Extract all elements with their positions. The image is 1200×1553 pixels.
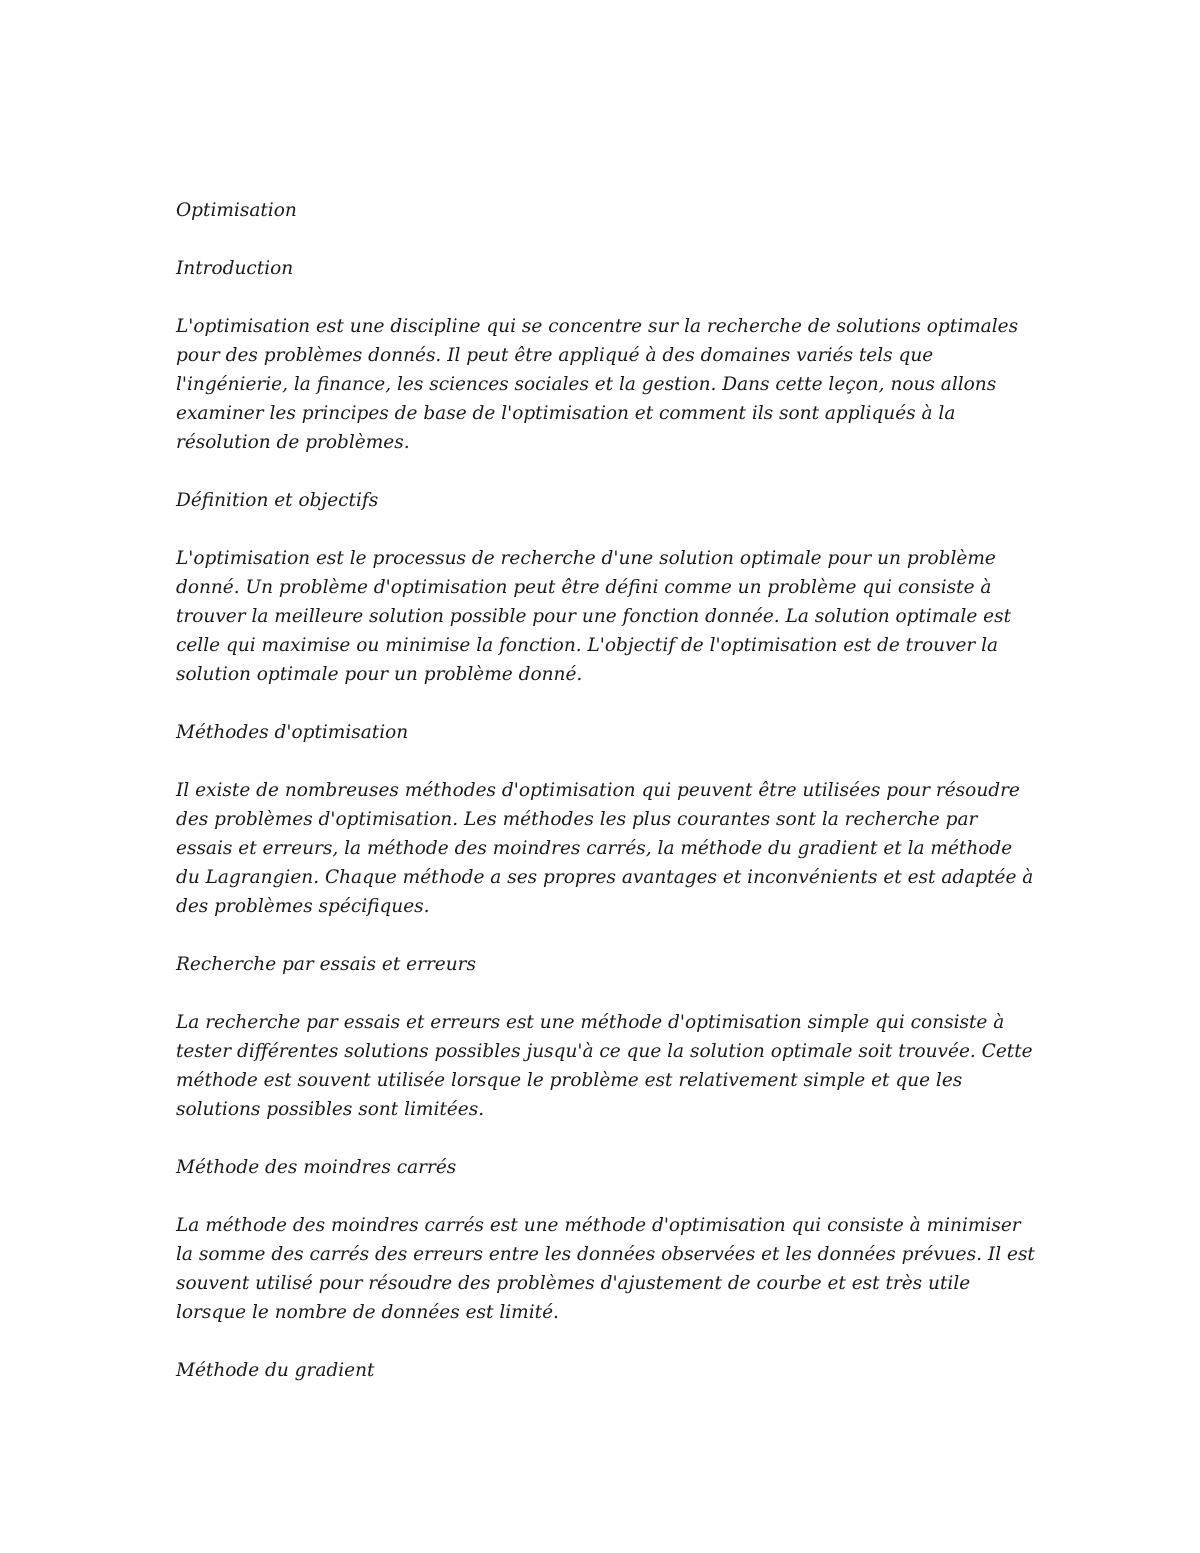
section-body-methods: Il existe de nombreuses méthodes d'optimisation qui peuvent être utilisées pour résoudre des problèmes d'optimisation. Les méthodes les plus courantes sont la recherche par essais et erreurs, la méthode des moindres carrés, la méthode du gradient et la méthode du Lagrangien. Chaque méthode a ses propres avantages et inconvénients et est adaptée à des problèmes spécifiques. xyxy=(176,780,1034,917)
document-title: Optimisation xyxy=(176,200,297,221)
section-body-trial-error: La recherche par essais et erreurs est une méthode d'optimisation simple qui consiste à tester différentes solutions possibles jusqu'à ce que la solution optimale soit trouvée. Cette méthode est souvent utilisée lorsque le problème est relativement simple et que les solutions possibles sont limitées. xyxy=(176,1012,1033,1120)
section-heading-definition: Définition et objectifs xyxy=(176,490,379,511)
section-body-definition: L'optimisation est le processus de recherche d'une solution optimale pour un problème donné. Un problème d'optimisation peut être défini comme un problème qui consiste à trouver la meilleure solution possible pour une fonction donnée. La solution optimale est celle qui maximise ou minimise la fonction. L'objectif de l'optimisation est de trouver la solution optimale pour un problème donné. xyxy=(176,548,1012,685)
section-heading-least-squares: Méthode des moindres carrés xyxy=(176,1157,457,1178)
section-body-introduction: L'optimisation est une discipline qui se concentre sur la recherche de solutions optimales pour des problèmes donnés. Il peut être appliqué à des domaines variés tels que l'ingénierie, la finance, les sciences sociales et la gestion. Dans cette leçon, nous allons examiner les principes de base de l'optimisation et comment ils sont appliqués à la résolution de problèmes. xyxy=(176,316,1019,453)
section-body-least-squares: La méthode des moindres carrés est une méthode d'optimisation qui consiste à minimiser la somme des carrés des erreurs entre les données observées et les données prévues. Il est souvent utilisé pour résoudre des problèmes d'ajustement de courbe et est très utile lorsque le nombre de données est limité. xyxy=(176,1215,1035,1323)
document-page xyxy=(176,196,1036,1414)
section-heading-trial-error: Recherche par essais et erreurs xyxy=(176,954,477,975)
section-heading-introduction: Introduction xyxy=(176,258,294,279)
section-heading-gradient: Méthode du gradient xyxy=(176,1360,375,1381)
section-heading-methods: Méthodes d'optimisation xyxy=(176,722,409,743)
